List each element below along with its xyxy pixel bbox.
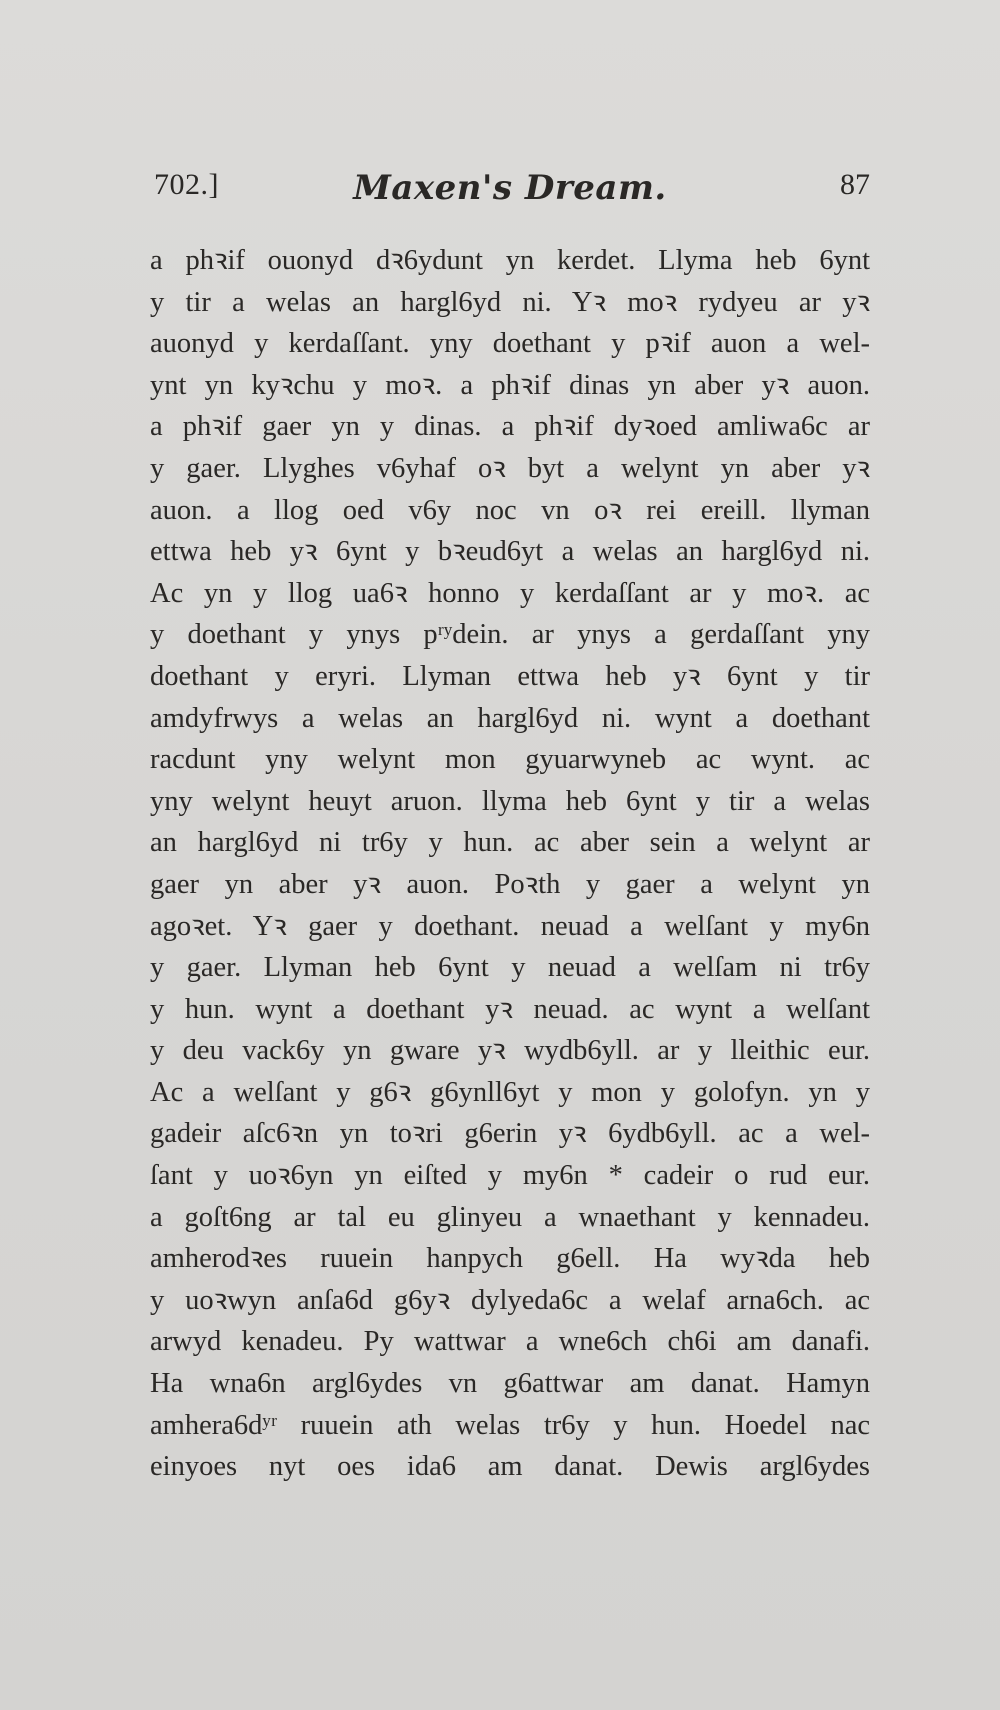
text-line: a phꝛif ouonyd dꝛ6ydunt yn kerdet. Llyma heb 6ynt [150,245,870,276]
page-number: 87 [840,168,870,201]
running-header [150,168,870,218]
text-line: auon. a llog oed v6y noc vn oꝛ rei ereill. llyman [150,494,870,526]
running-title: Maxen's Dream. [353,168,667,208]
text-line: gadeir aſc6ꝛn yn toꝛri g6erin yꝛ 6ydb6yll. ac a wel- [150,1118,870,1150]
text-line: agoꝛet. Yꝛ gaer y doethant. neuad a welſant y my6n [150,910,870,942]
text-line: ſant y uoꝛ6yn yn eiſted y my6n * cadeir o rud eur. [150,1160,870,1192]
text-line: y gaer. Llyghes v6yhaf oꝛ byt a welynt yn aber yꝛ [150,452,870,484]
text-line: y tir a welas an hargl6yd ni. Yꝛ moꝛ rydyeu ar yꝛ [150,286,870,318]
text-line: Ac a welſant y g6ꝛ g6ynll6yt y mon y golofyn. yn y [150,1076,870,1108]
text-line: y uoꝛwyn anſa6d g6yꝛ dylyeda6c a welaf arna6ch. ac [150,1284,870,1316]
text-line: y hun. wynt a doethant yꝛ neuad. ac wynt a welſant [150,993,870,1025]
text-line: gaer yn aber yꝛ auon. Poꝛth y gaer a welynt yn [150,868,870,900]
text-line: racdunt yny welynt mon gyuarwyneb ac wynt. ac [150,744,870,776]
text-line: a phꝛif gaer yn y dinas. a phꝛif dyꝛoed amliwa6c ar [150,411,870,443]
text-line: amhera6dʸʳ ruuein ath welas tr6y y hun. Hoedel nac [150,1409,870,1441]
text-line: Ac yn y llog ua6ꝛ honno y kerdaſſant ar y moꝛ. ac [150,577,870,609]
text-line: y deu vack6y yn gware yꝛ wydb6yll. ar y lleithic eur. [150,1035,870,1067]
text-line: a goſt6ng ar tal eu glinyeu a wnaethant y kennadeu. [150,1201,870,1233]
page-reference: 702.] [154,168,219,201]
text-line: doethant y eryri. Llyman ettwa heb yꝛ 6ynt y tir [150,660,870,692]
text-line: ynt yn kyꝛchu y moꝛ. a phꝛif dinas yn aber yꝛ auon. [150,369,870,401]
text-line: arwyd kenadeu. Py wattwar a wne6ch ch6i am danafi. [150,1326,870,1358]
text-line: auonyd y kerdaſſant. yny doethant y pꝛif auon a wel- [150,328,870,360]
text-line: y gaer. Llyman heb 6ynt y neuad a welſam ni tr6y [150,952,870,984]
text-line: amherodꝛes ruuein hanpych g6ell. Ha wyꝛda heb [150,1243,870,1275]
text-line: amdyfrwys a welas an hargl6yd ni. wynt a doethant [150,702,870,734]
text-line: ettwa heb yꝛ 6ynt y bꝛeud6yt a welas an hargl6yd ni. [150,536,870,568]
text-line: an hargl6yd ni tr6y y hun. ac aber sein a welynt ar [150,827,870,859]
text-line: einyoes nyt oes ida6 am danat. Dewis argl6ydes [150,1451,870,1483]
body-text [150,240,870,1488]
text-line: y doethant y ynys pʳʸdein. ar ynys a gerdaſſant yny [150,619,870,651]
text-line: Ha wna6n argl6ydes vn g6attwar am danat. Hamyn [150,1368,870,1400]
text-line: yny welynt heuyt aruon. llyma heb 6ynt y tir a welas [150,785,870,817]
